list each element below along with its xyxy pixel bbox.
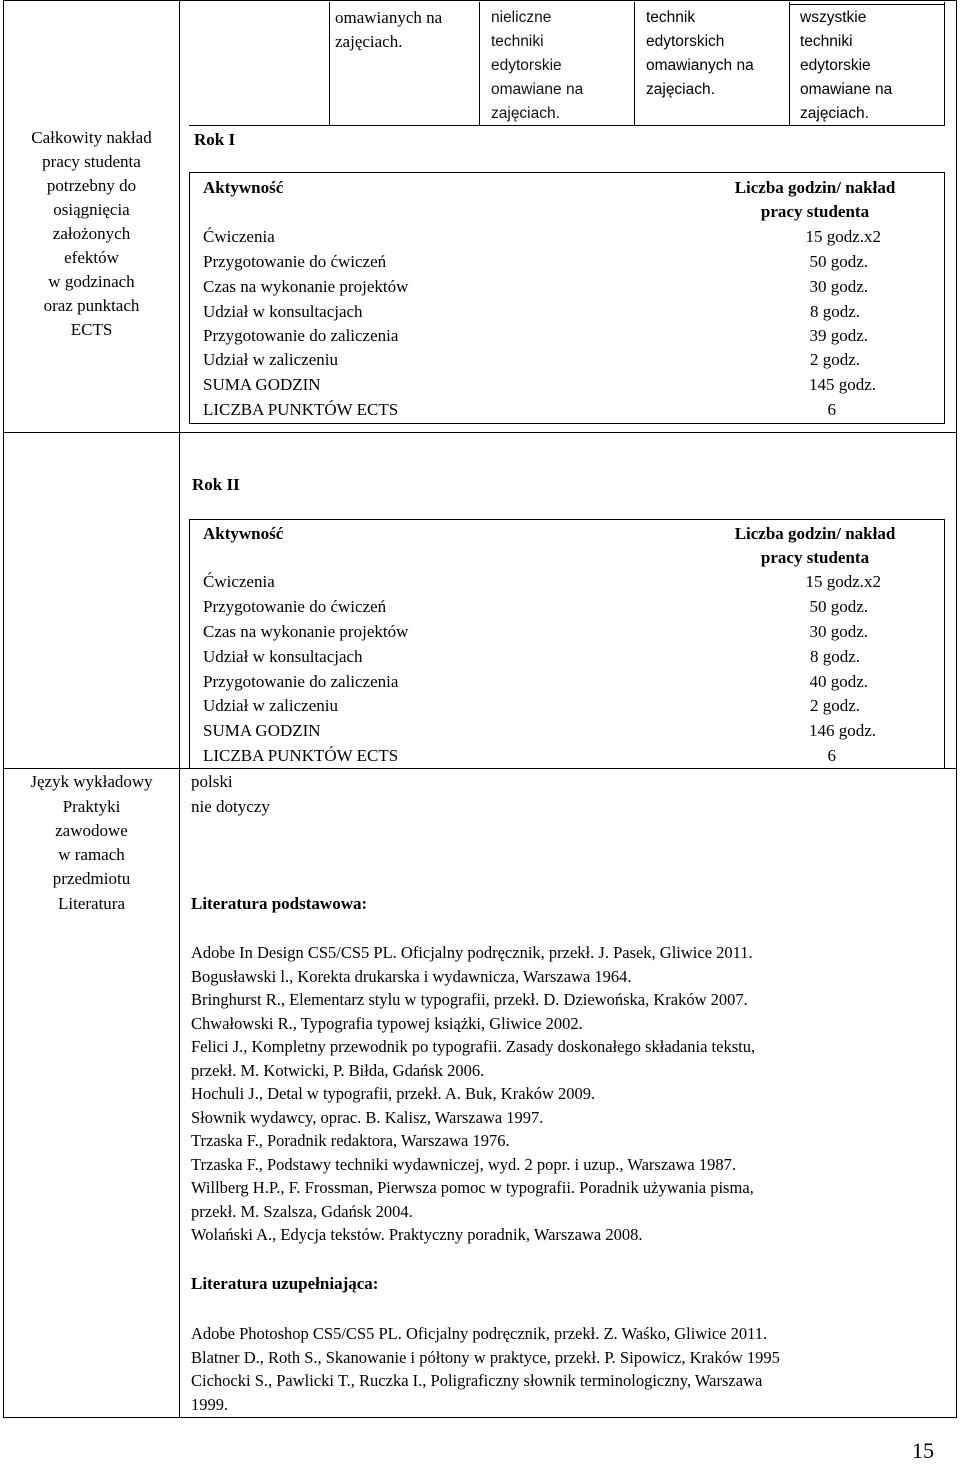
list-item: Bogusławski l., Korekta drukarska i wydawnicza, Warszawa 1964. [191,966,632,986]
table-row [203,275,903,299]
grade-cell-3 [646,6,786,102]
list-item: Cichocki S., Pawlicki T., Ruczka I., Poligraficzny słownik terminologiczny, Warszawa [191,1371,763,1390]
value-cell: 2 godz. [809,696,860,715]
cell-line: zajęciach. [491,105,560,122]
label-line: oraz punktach [43,296,140,315]
cell-line: omawianych na [335,8,443,27]
table-row [203,719,903,743]
value-cell: 8 godz. [809,302,860,321]
page-number: 15 [912,1438,934,1463]
value-cell: 39 godz. [809,326,868,345]
cell-line: omawiane na [800,81,893,98]
activity-cell: LICZBA PUNKTÓW ECTS [203,400,399,419]
activity-cell: Ćwiczenia [203,227,275,246]
list-item: 1999. [191,1394,229,1414]
table-row [203,373,903,397]
practice-label [4,795,179,891]
label-line: Praktyki [62,797,121,816]
value-cell: 40 godz. [809,672,868,691]
language-value: polski [191,772,233,791]
table-row [203,744,903,768]
grade-cell-2 [491,6,631,126]
activity-cell: Udział w konsultacjach [203,302,363,321]
header-line: pracy studenta [760,548,870,567]
value-cell: 2 godz. [809,350,860,369]
table-row [203,645,903,669]
table-row [203,324,903,348]
activity-cell: Przygotowanie do zaliczenia [203,672,399,691]
value-cell: 15 godz.x2 [805,227,881,246]
activity-cell: Czas na wykonanie projektów [203,277,409,296]
header-line: Liczba godzin/ nakład [734,178,896,197]
cell-line: edytorskie [491,57,562,74]
list-item: Wolański A., Edycja tekstów. Praktyczny poradnik, Warszawa 2008. [191,1225,643,1244]
hours-header [700,176,930,224]
activity-cell: Udział w zaliczeniu [203,696,338,715]
cell-line: nieliczne [491,9,552,26]
activity-cell: Udział w konsultacjach [203,647,363,666]
value-cell: 50 godz. [809,597,868,616]
table-row [203,348,903,372]
label-line: efektów [64,248,119,267]
language-label: Język wykładowy [30,772,153,791]
cell-line: omawiane na [491,81,584,98]
label-line: potrzebny do [46,176,137,195]
list-item: Adobe Photoshop CS5/CS5 PL. Oficjalny podręcznik, przekł. Z. Waśko, Gliwice 2011. [191,1324,768,1343]
cell-line: technik [646,9,696,26]
cell-line: omawianych na [646,57,754,74]
activity-cell: Udział w zaliczeniu [203,350,338,369]
literature-label: Literatura [57,894,125,913]
year-1-title: Rok I [194,130,236,149]
list-item: Adobe In Design CS5/CS5 PL. Oficjalny podręcznik, przekł. J. Pasek, Gliwice 2011. [191,943,753,962]
hours-header [700,522,930,570]
practice-value: nie dotyczy [191,797,270,816]
activity-cell: Przygotowanie do ćwiczeń [203,597,387,616]
value-cell: 6 [827,400,836,419]
table-row [203,570,903,594]
workload-label [4,126,179,342]
table-row [203,595,903,619]
list-item: Hochuli J., Detal w typografii, przekł. A. Buk, Kraków 2009. [191,1084,596,1103]
label-line: Całkowity nakład [31,128,152,147]
list-item: Trzaska F., Poradnik redaktora, Warszawa 1976. [191,1131,510,1150]
table-row [203,694,903,718]
header-line: Liczba godzin/ nakład [734,524,896,543]
list-item: przekł. M. Szalsza, Gdańsk 2004. [191,1201,413,1221]
value-cell: 145 godz. [808,375,876,394]
activity-cell: LICZBA PUNKTÓW ECTS [203,746,399,765]
label-line: w godzinach [48,272,135,291]
label-line: osiągnięcia [53,200,130,219]
value-cell: 15 godz.x2 [805,572,881,591]
activity-cell: SUMA GODZIN [203,721,321,740]
list-item: Słownik wydawcy, oprac. B. Kalisz, Warszawa 1997. [191,1107,544,1127]
basic-literature-list [191,941,931,1247]
activity-cell: Czas na wykonanie projektów [203,622,409,641]
list-item: przekł. M. Kotwicki, P. Biłda, Gdańsk 2006. [191,1060,485,1080]
activity-cell: Przygotowanie do zaliczenia [203,326,399,345]
activity-header: Aktywność [203,178,284,197]
label-line: zawodowe [55,821,128,840]
table-row [203,225,903,249]
list-item: Trzaska F., Podstawy techniki wydawniczej, wyd. 2 popr. i uzup., Warszawa 1987. [191,1154,736,1174]
table-row [203,300,903,324]
cell-line: edytorskie [800,57,871,74]
grade-cell-4 [800,6,940,126]
label-line: założonych [52,224,131,243]
supplementary-literature-list [191,1322,931,1416]
value-cell: 6 [827,746,836,765]
value-cell: 30 godz. [809,277,868,296]
header-line: pracy studenta [760,202,870,221]
list-item: Willberg H.P., F. Frossman, Pierwsza pomoc w typografii. Poradnik używania pisma, [191,1178,754,1197]
basic-literature-heading: Literatura podstawowa: [191,894,368,913]
cell-line: techniki [491,33,544,50]
table-row [203,620,903,644]
cell-line: zajęciach. [646,81,715,98]
list-item: Bringhurst R., Elementarz stylu w typografii, przekł. D. Dziewońska, Kraków 2007. [191,990,748,1009]
list-item: Felici J., Kompletny przewodnik po typografii. Zasady doskonałego składania tekstu, [191,1037,756,1056]
label-line: ECTS [70,320,113,339]
value-cell: 146 godz. [808,721,876,740]
cell-line: edytorskich [646,33,725,50]
table-row [203,398,903,422]
label-line: przedmiotu [52,869,131,888]
table-row [203,250,903,274]
list-item: Blatner D., Roth S., Skanowanie i półtony w praktyce, przekł. P. Sipowicz, Kraków 1995 [191,1347,780,1367]
value-cell: 50 godz. [809,252,868,271]
label-line: w ramach [58,845,125,864]
activity-cell: Ćwiczenia [203,572,275,591]
cell-line: zajęciach. [335,32,403,51]
cell-line: zajęciach. [800,105,869,122]
list-item: Chwałowski R., Typografia typowej książki, Gliwice 2002. [191,1013,583,1033]
label-line: pracy studenta [42,152,141,171]
activity-cell: Przygotowanie do ćwiczeń [203,252,387,271]
value-cell: 30 godz. [809,622,868,641]
cell-line: techniki [800,33,853,50]
cell-line: wszystkie [800,9,867,26]
supplementary-literature-heading: Literatura uzupełniająca: [191,1274,379,1293]
value-cell: 8 godz. [809,647,860,666]
grade-cell-1 [335,6,475,54]
activity-cell: SUMA GODZIN [203,375,321,394]
activity-header: Aktywność [203,524,284,543]
table-row [203,670,903,694]
year-2-title: Rok II [192,475,240,494]
